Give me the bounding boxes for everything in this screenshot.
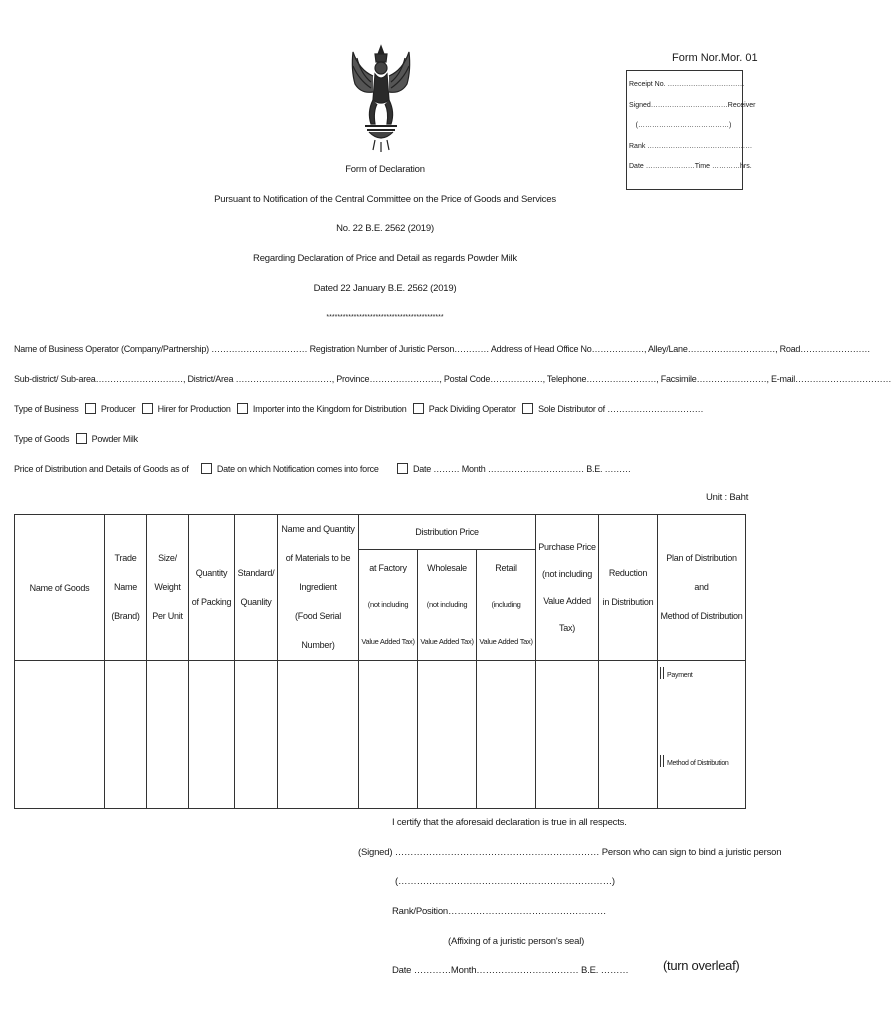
form-title: Form of Declaration: [345, 164, 425, 175]
purchase-price-header: Purchase Price (not including Value Added Tax): [536, 515, 599, 661]
name-of-goods-header: Name of Goods: [15, 515, 105, 661]
trade-name-header: Trade Name (Brand): [105, 515, 147, 661]
plan-cell[interactable]: [658, 661, 746, 809]
specific-date-checkbox[interactable]: [397, 463, 408, 474]
certify-statement: I certify that the aforesaid declaration is true in all respects.: [392, 817, 627, 828]
signer-name-line: (……………………………………………………………): [395, 876, 615, 887]
wholesale-vat-note: (not including: [418, 586, 477, 623]
quantity-header: Quantity of Packing: [189, 515, 235, 661]
receipt-rank-line: Rank ………………………………………: [629, 142, 753, 150]
hirer-checkbox[interactable]: [142, 403, 153, 414]
rank-position-line: Rank/Position……………………………………………: [392, 906, 607, 917]
title-dated: Dated 22 January B.E. 2562 (2019): [313, 283, 457, 294]
operator-address-line: Name of Business Operator (Company/Partnership) …………………………… Registration Number of Juristic Person………… Address of Head Office No………………, Alley/Lane…………………………, Road……………………: [14, 344, 871, 354]
notification-date-label: Date on which Notification comes into force: [216, 464, 379, 474]
plan-method-item: Method of Distribution: [660, 755, 729, 767]
title-pursuant: Pursuant to Notification of the Central Committee on the Price of Goods and Services: [214, 194, 556, 205]
producer-label: Producer: [100, 404, 136, 414]
pack-dividing-checkbox[interactable]: [413, 403, 424, 414]
importer-checkbox[interactable]: [237, 403, 248, 414]
type-of-goods-label: Type of Goods: [14, 434, 70, 444]
purchase-price-cell[interactable]: [536, 661, 599, 809]
retail-price-cell[interactable]: [477, 661, 536, 809]
size-weight-cell[interactable]: [147, 661, 189, 809]
retail-vat-note-2: Value Added Tax): [477, 623, 536, 660]
wholesale-vat-note-2: Value Added Tax): [418, 623, 477, 660]
receipt-name-line: (…………………………………): [635, 122, 732, 129]
price-as-of-row: [14, 463, 631, 474]
hirer-label: Hirer for Production: [157, 404, 231, 414]
form-number: Form Nor.Mor. 01: [672, 52, 758, 64]
price-as-of-label: Price of Distribution and Details of Goods as of: [14, 464, 189, 474]
quantity-cell[interactable]: [189, 661, 235, 809]
goods-name-cell[interactable]: [15, 661, 105, 809]
notification-date-checkbox[interactable]: [201, 463, 212, 474]
wholesale-price-cell[interactable]: [418, 661, 477, 809]
garuda-emblem: [345, 40, 417, 155]
turn-overleaf: (turn overleaf): [663, 958, 740, 973]
plan-header: Plan of Distribution and Method of Distribution: [658, 515, 746, 661]
unit-label: Unit : Baht: [706, 492, 749, 503]
type-of-business-row: [14, 403, 703, 414]
factory-header: at Factory: [359, 549, 418, 586]
declaration-table: [14, 514, 746, 809]
plan-payment-item: Payment: [660, 667, 693, 679]
factory-vat-note: (not including: [359, 586, 418, 623]
signed-line: (Signed) ………………………………………………………… Person who can sign to bind a juristic person: [358, 847, 782, 858]
pack-dividing-label: Pack Dividing Operator: [428, 404, 516, 414]
receipt-date-line: Date …………………Time …………hrs.: [629, 163, 752, 170]
standard-cell[interactable]: [235, 661, 278, 809]
seal-note: (Affixing of a juristic person's seal): [448, 936, 585, 947]
standard-header: Standard/ Quanlity: [235, 515, 278, 661]
materials-cell[interactable]: [278, 661, 359, 809]
signature-date-line: Date …………Month…………………………… B.E. ………: [392, 965, 629, 976]
retail-header: Retail: [477, 549, 536, 586]
materials-header: Name and Quantity of Materials to be Ingredient (Food Serial Number): [278, 515, 359, 661]
type-of-goods-row: [14, 433, 138, 444]
specific-date-label: Date ……… Month …………………………… B.E. ………: [412, 464, 631, 474]
retail-vat-note: (including: [477, 586, 536, 623]
title-number: No. 22 B.E. 2562 (2019): [336, 223, 434, 234]
powder-milk-checkbox[interactable]: [76, 433, 87, 444]
receipt-signed-line: Signed……………………………Receiver: [629, 101, 756, 109]
sole-distributor-checkbox[interactable]: [522, 403, 533, 414]
importer-label: Importer into the Kingdom for Distribution: [252, 404, 407, 414]
wholesale-header: Wholesale: [418, 549, 477, 586]
factory-price-cell[interactable]: [359, 661, 418, 809]
contact-line: Sub-district/ Sub-area…………………………, District/Area ……………………………, Province……………………, Postal Code………………, Telephone……………………, Facsimile……………………, E-mail……………………………: [14, 374, 891, 384]
receipt-no-line: Receipt No. ……………………………: [629, 81, 745, 88]
trade-name-cell[interactable]: [105, 661, 147, 809]
powder-milk-label: Powder Milk: [91, 434, 138, 444]
title-separator: *******************************************: [326, 314, 444, 321]
distribution-price-header: Distribution Price: [359, 515, 536, 550]
title-regarding: Regarding Declaration of Price and Detail as regards Powder Milk: [253, 253, 517, 264]
type-of-business-label: Type of Business: [14, 404, 79, 414]
producer-checkbox[interactable]: [85, 403, 96, 414]
size-weight-header: Size/ Weight Per Unit: [147, 515, 189, 661]
sole-distributor-label: Sole Distributor of ……………………………: [538, 404, 704, 414]
reduction-header: Reduction in Distribution: [599, 515, 658, 661]
factory-vat-note-2: Value Added Tax): [359, 623, 418, 660]
reduction-cell[interactable]: [599, 661, 658, 809]
